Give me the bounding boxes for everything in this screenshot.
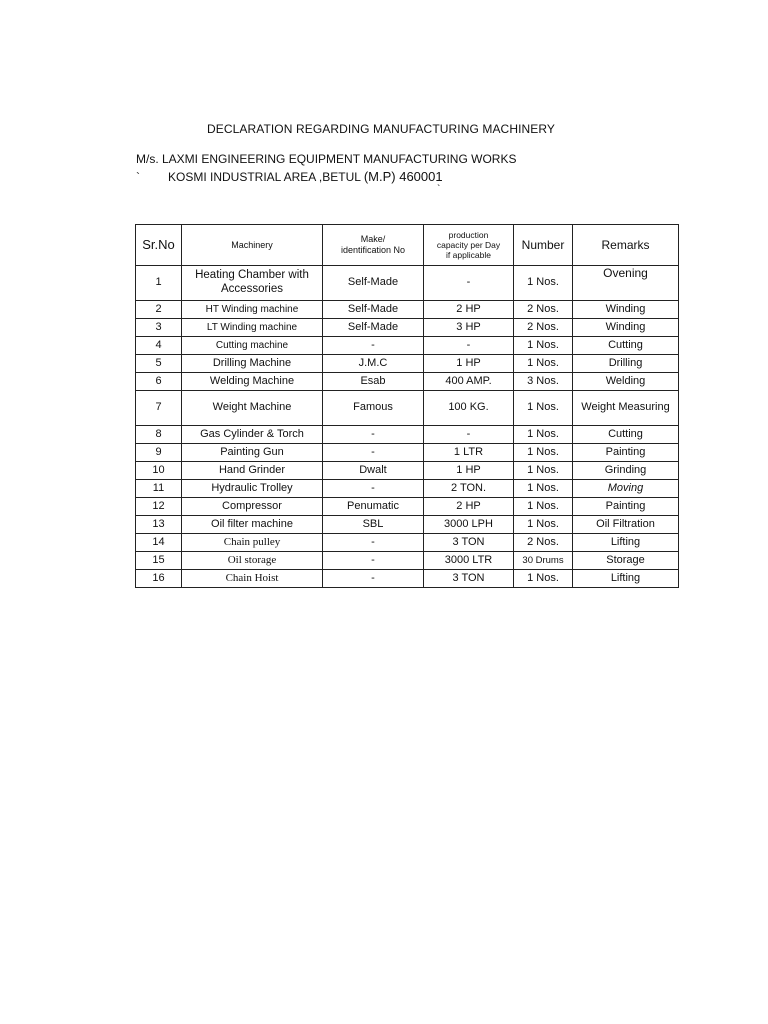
cell-remarks: Welding <box>573 373 679 391</box>
cell-number: 1 Nos. <box>514 391 573 426</box>
cell-sr-no: 8 <box>136 426 182 444</box>
table-row <box>136 301 679 319</box>
cell-make: Penumatic <box>323 498 424 516</box>
cell-remarks: Winding <box>573 301 679 319</box>
address-area: KOSMI INDUSTRIAL AREA ,BETUL <box>168 170 364 184</box>
header-number: Number <box>514 225 573 266</box>
cell-number: 1 Nos. <box>514 337 573 355</box>
address-state: (M.P) 460001 <box>363 169 443 184</box>
cell-number: 2 Nos. <box>514 534 573 552</box>
cell-capacity: 2 HP <box>424 498 514 516</box>
cell-capacity: 1 LTR <box>424 444 514 462</box>
header-remarks: Remarks <box>573 225 679 266</box>
machinery-table <box>135 224 679 588</box>
header-production-capacity <box>424 225 514 266</box>
cell-number: 1 Nos. <box>514 462 573 480</box>
cell-machinery: Chain pulley <box>182 534 323 552</box>
company-name: M/s. LAXMI ENGINEERING EQUIPMENT MANUFACTURING WORKS <box>136 152 517 166</box>
cell-make: Famous <box>323 391 424 426</box>
cell-machinery: LT Winding machine <box>182 319 323 337</box>
header-production-line: production <box>448 229 489 240</box>
cell-sr-no: 15 <box>136 552 182 570</box>
cell-capacity: 400 AMP. <box>424 373 514 391</box>
cell-sr-no: 12 <box>136 498 182 516</box>
cell-remarks: Oil Filtration <box>573 516 679 534</box>
cell-capacity: - <box>424 426 514 444</box>
cell-number: 2 Nos. <box>514 319 573 337</box>
cell-make: Esab <box>323 373 424 391</box>
cell-capacity: - <box>424 266 514 301</box>
cell-sr-no: 10 <box>136 462 182 480</box>
cell-remarks: Storage <box>573 552 679 570</box>
cell-make: J.M.C <box>323 355 424 373</box>
table-row <box>136 319 679 337</box>
header-make <box>323 225 424 266</box>
cell-machinery: Hydraulic Trolley <box>182 480 323 498</box>
header-make-line: Make/ <box>360 234 386 245</box>
cell-number: 1 Nos. <box>514 444 573 462</box>
cell-machinery: Heating Chamber with Accessories <box>182 266 323 301</box>
cell-remarks: Grinding <box>573 462 679 480</box>
cell-number: 3 Nos. <box>514 373 573 391</box>
cell-capacity: 2 TON. <box>424 480 514 498</box>
cell-sr-no: 5 <box>136 355 182 373</box>
cell-sr-no: 2 <box>136 301 182 319</box>
cell-remarks: Cutting <box>573 426 679 444</box>
cell-remarks: Drilling <box>573 355 679 373</box>
document-title: DECLARATION REGARDING MANUFACTURING MACHINERY <box>206 122 556 136</box>
cell-capacity: 3000 LTR <box>424 552 514 570</box>
cell-number: 1 Nos. <box>514 355 573 373</box>
cell-remarks: Ovening <box>573 266 679 301</box>
table-row <box>136 355 679 373</box>
cell-remarks: Winding <box>573 319 679 337</box>
cell-machinery: Weight Machine <box>182 391 323 426</box>
cell-remarks: Weight Measuring <box>573 391 679 426</box>
cell-capacity: - <box>424 337 514 355</box>
cell-make: Dwalt <box>323 462 424 480</box>
cell-number: 1 Nos. <box>514 570 573 588</box>
table-row <box>136 498 679 516</box>
cell-capacity: 1 HP <box>424 355 514 373</box>
cell-make: - <box>323 570 424 588</box>
cell-machinery: Painting Gun <box>182 444 323 462</box>
cell-capacity: 100 KG. <box>424 391 514 426</box>
cell-capacity: 2 HP <box>424 301 514 319</box>
cell-machinery: Gas Cylinder & Torch <box>182 426 323 444</box>
cell-machinery: Compressor <box>182 498 323 516</box>
table-row <box>136 480 679 498</box>
cell-make: Self-Made <box>323 319 424 337</box>
cell-number: 1 Nos. <box>514 498 573 516</box>
cell-machinery: Oil filter machine <box>182 516 323 534</box>
cell-sr-no: 6 <box>136 373 182 391</box>
cell-sr-no: 7 <box>136 391 182 426</box>
cell-sr-no: 14 <box>136 534 182 552</box>
cell-capacity: 3000 LPH <box>424 516 514 534</box>
cell-make: SBL <box>323 516 424 534</box>
cell-remarks: Moving <box>573 480 679 498</box>
tick-mark: ` <box>136 170 140 184</box>
cell-machinery: Cutting machine <box>182 337 323 355</box>
cell-remarks: Cutting <box>573 337 679 355</box>
table-row <box>136 534 679 552</box>
cell-remarks: Lifting <box>573 570 679 588</box>
header-sr-no: Sr.No <box>136 225 182 266</box>
cell-make: - <box>323 444 424 462</box>
cell-make: Self-Made <box>323 301 424 319</box>
table-row <box>136 426 679 444</box>
cell-sr-no: 9 <box>136 444 182 462</box>
cell-machinery: Welding Machine <box>182 373 323 391</box>
cell-capacity: 1 HP <box>424 462 514 480</box>
header-production-line: if applicable <box>446 250 491 261</box>
cell-machinery: Chain Hoist <box>182 570 323 588</box>
cell-machinery: Hand Grinder <box>182 462 323 480</box>
cell-make: - <box>323 480 424 498</box>
cell-make: - <box>323 552 424 570</box>
header-machinery: Machinery <box>182 225 323 266</box>
table-row <box>136 462 679 480</box>
cell-sr-no: 4 <box>136 337 182 355</box>
table-row <box>136 266 679 301</box>
cell-machinery: HT Winding machine <box>182 301 323 319</box>
table-row <box>136 444 679 462</box>
tick-mark: ` <box>437 184 441 195</box>
cell-make: - <box>323 337 424 355</box>
header-make-line: identification No <box>340 245 406 255</box>
table-row <box>136 391 679 426</box>
table-row <box>136 552 679 570</box>
cell-remarks: Painting <box>573 444 679 462</box>
cell-number: 1 Nos. <box>514 516 573 534</box>
cell-make: Self-Made <box>323 266 424 301</box>
cell-sr-no: 16 <box>136 570 182 588</box>
cell-make: - <box>323 534 424 552</box>
cell-number: 1 Nos. <box>514 266 573 301</box>
header-production-line: capacity per Day <box>436 239 501 250</box>
cell-remarks: Lifting <box>573 534 679 552</box>
cell-capacity: 3 TON <box>424 534 514 552</box>
cell-number: 1 Nos. <box>514 480 573 498</box>
cell-sr-no: 13 <box>136 516 182 534</box>
table-row <box>136 570 679 588</box>
cell-sr-no: 1 <box>136 266 182 301</box>
cell-make: - <box>323 426 424 444</box>
table-row <box>136 516 679 534</box>
cell-number: 2 Nos. <box>514 301 573 319</box>
company-address <box>168 169 443 184</box>
cell-capacity: 3 HP <box>424 319 514 337</box>
cell-remarks: Painting <box>573 498 679 516</box>
cell-number: 1 Nos. <box>514 426 573 444</box>
table-row <box>136 337 679 355</box>
table-header-row <box>136 225 679 266</box>
cell-number: 30 Drums <box>514 552 573 570</box>
cell-sr-no: 11 <box>136 480 182 498</box>
cell-machinery: Oil storage <box>182 552 323 570</box>
cell-capacity: 3 TON <box>424 570 514 588</box>
cell-machinery: Drilling Machine <box>182 355 323 373</box>
table-row <box>136 373 679 391</box>
cell-sr-no: 3 <box>136 319 182 337</box>
